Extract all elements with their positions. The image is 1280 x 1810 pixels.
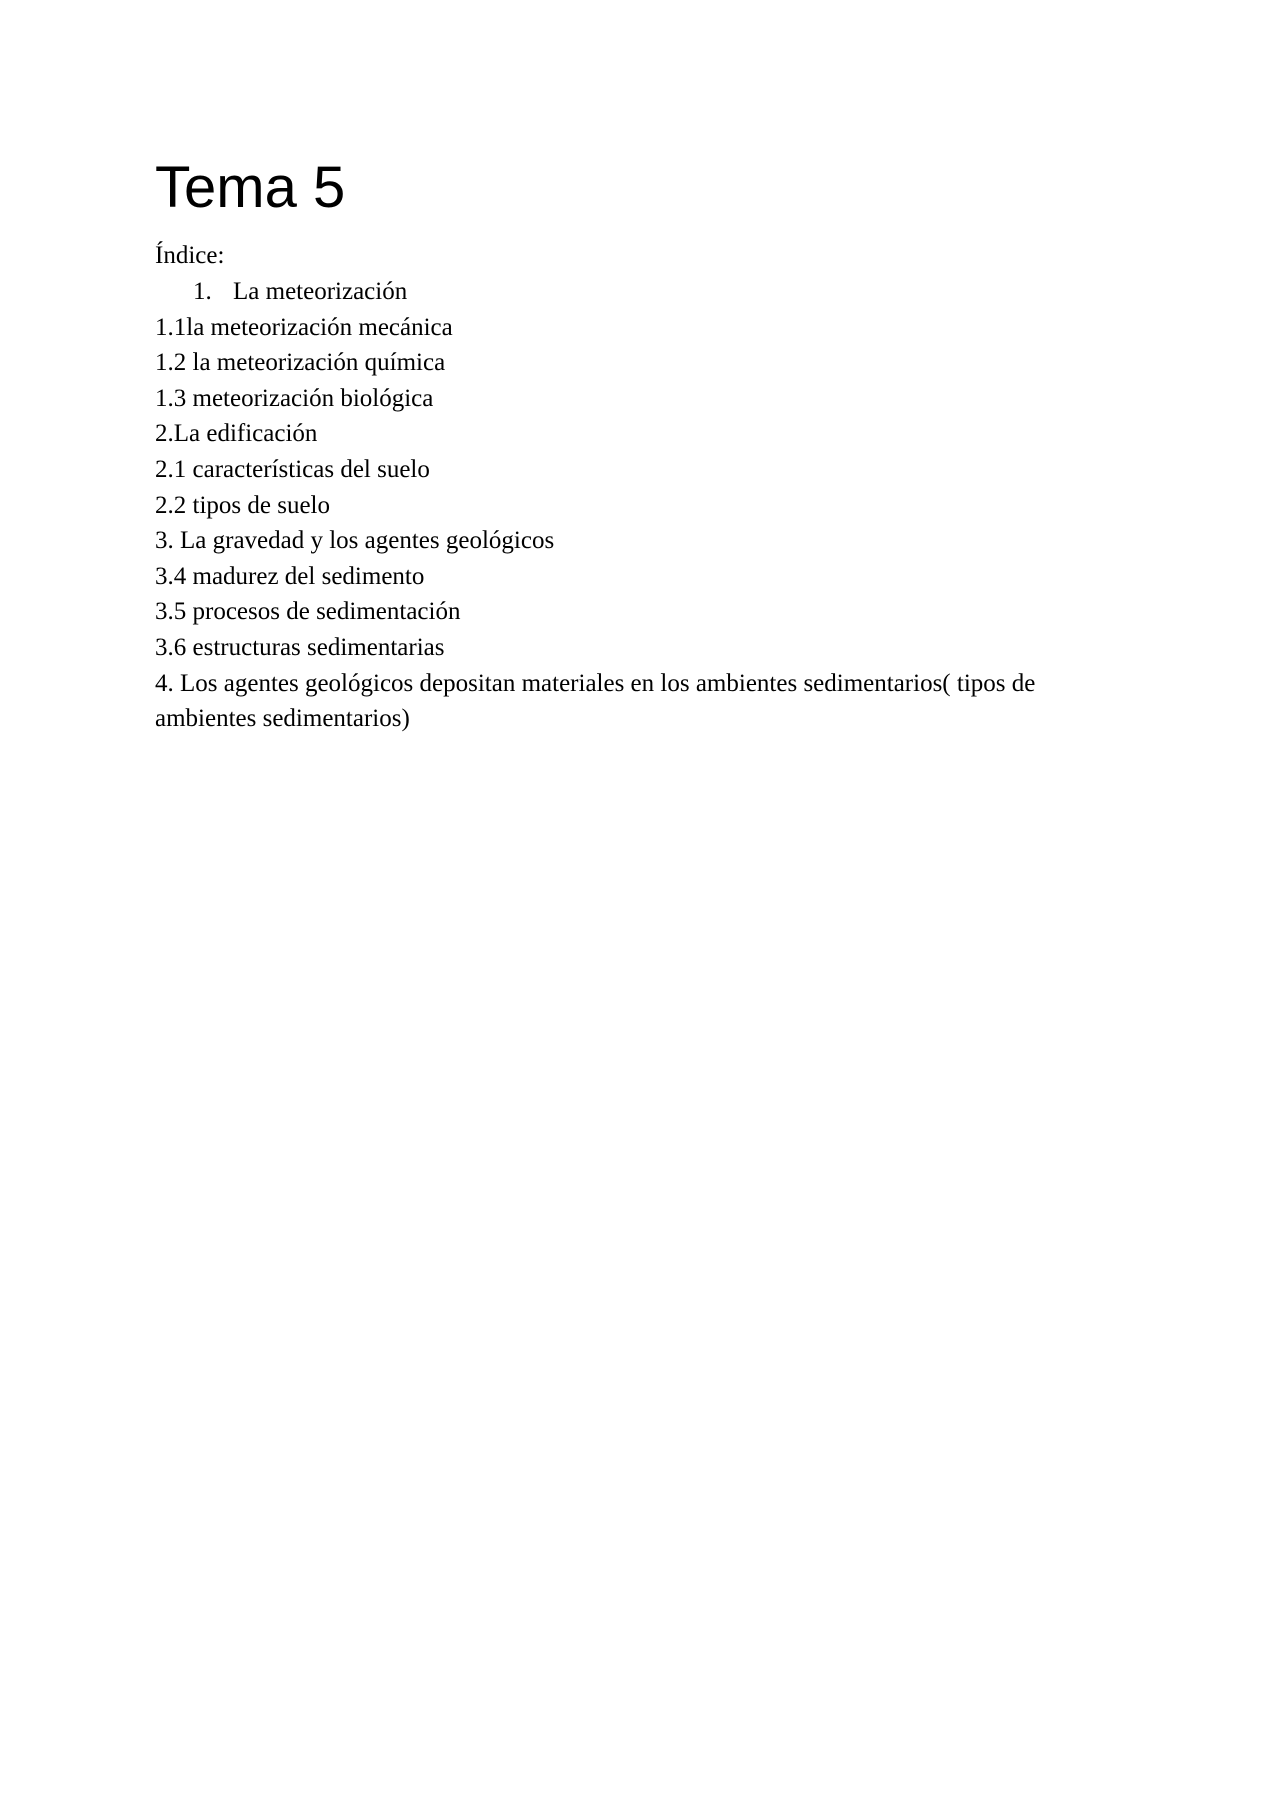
toc-item-1-1: 1.1la meteorización mecánica [155, 313, 453, 341]
document-content [155, 150, 1095, 737]
toc-item-2-1: 2.1 características del suelo [155, 455, 430, 483]
toc-item-2-2: 2.2 tipos de suelo [155, 491, 330, 519]
toc-item-3: 3. La gravedad y los agentes geológicos [155, 527, 555, 555]
toc-item-2: 2.La edificación [155, 420, 318, 448]
toc-item-4: 4. Los agentes geológicos depositan materiales en los ambientes sedimentarios( tipos de ambientes sedimentarios) [155, 669, 1036, 733]
table-of-contents [155, 274, 1095, 737]
index-label: Índice: [155, 242, 225, 269]
toc-item-3-4: 3.4 madurez del sedimento [155, 562, 425, 590]
toc-item-text: La meteorización [233, 278, 408, 305]
toc-item-1-3: 1.3 meteorización biológica [155, 384, 434, 412]
toc-item-3-5: 3.5 procesos de sedimentación [155, 598, 461, 626]
toc-item-1-2: 1.2 la meteorización química [155, 349, 446, 377]
toc-item-number: 1. [193, 278, 212, 305]
toc-item-1 [155, 274, 1095, 310]
page-title: Tema 5 [155, 155, 346, 220]
toc-item-3-6: 3.6 estructuras sedimentarias [155, 633, 445, 661]
